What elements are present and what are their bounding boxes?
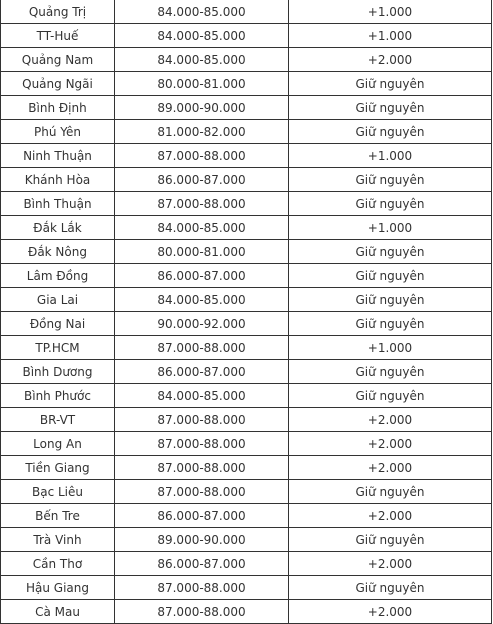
change-cell: Giữ nguyên — [289, 576, 492, 600]
price-table-body — [1, 0, 492, 624]
table-row — [1, 288, 492, 312]
change-cell: +2.000 — [289, 504, 492, 528]
change-cell: Giữ nguyên — [289, 528, 492, 552]
province-cell: TT-Huế — [1, 24, 115, 48]
price-cell: 80.000-81.000 — [115, 240, 289, 264]
price-cell: 84.000-85.000 — [115, 24, 289, 48]
province-cell: Tiền Giang — [1, 456, 115, 480]
change-cell: Giữ nguyên — [289, 72, 492, 96]
price-cell: 90.000-92.000 — [115, 312, 289, 336]
province-cell: Quảng Trị — [1, 0, 115, 24]
price-cell: 86.000-87.000 — [115, 264, 289, 288]
province-cell: Cần Thơ — [1, 552, 115, 576]
table-row — [1, 552, 492, 576]
price-cell: 87.000-88.000 — [115, 576, 289, 600]
change-cell: +2.000 — [289, 432, 492, 456]
change-cell: Giữ nguyên — [289, 168, 492, 192]
change-cell: +2.000 — [289, 600, 492, 624]
table-row — [1, 48, 492, 72]
price-cell: 86.000-87.000 — [115, 360, 289, 384]
price-cell: 81.000-82.000 — [115, 120, 289, 144]
price-cell: 89.000-90.000 — [115, 96, 289, 120]
table-row — [1, 240, 492, 264]
change-cell: +1.000 — [289, 216, 492, 240]
price-cell: 87.000-88.000 — [115, 480, 289, 504]
table-row — [1, 24, 492, 48]
table-row — [1, 384, 492, 408]
change-cell: +2.000 — [289, 48, 492, 72]
province-cell: Bình Thuận — [1, 192, 115, 216]
price-cell: 87.000-88.000 — [115, 144, 289, 168]
province-cell: BR-VT — [1, 408, 115, 432]
table-row — [1, 0, 492, 24]
change-cell: Giữ nguyên — [289, 264, 492, 288]
province-cell: Đồng Nai — [1, 312, 115, 336]
table-row — [1, 216, 492, 240]
province-cell: Ninh Thuận — [1, 144, 115, 168]
province-cell: Bình Dương — [1, 360, 115, 384]
table-row — [1, 312, 492, 336]
province-cell: Bạc Liêu — [1, 480, 115, 504]
change-cell: Giữ nguyên — [289, 288, 492, 312]
price-cell: 86.000-87.000 — [115, 504, 289, 528]
table-row — [1, 408, 492, 432]
change-cell: Giữ nguyên — [289, 96, 492, 120]
province-cell: Long An — [1, 432, 115, 456]
price-cell: 84.000-85.000 — [115, 48, 289, 72]
province-cell: Quảng Ngãi — [1, 72, 115, 96]
table-row — [1, 600, 492, 624]
table-row — [1, 480, 492, 504]
province-cell: Đắk Nông — [1, 240, 115, 264]
province-cell: Phú Yên — [1, 120, 115, 144]
province-cell: Lâm Đồng — [1, 264, 115, 288]
table-row — [1, 192, 492, 216]
province-cell: Hậu Giang — [1, 576, 115, 600]
table-row — [1, 120, 492, 144]
price-cell: 84.000-85.000 — [115, 288, 289, 312]
price-cell: 84.000-85.000 — [115, 384, 289, 408]
table-row — [1, 168, 492, 192]
province-cell: Bình Định — [1, 96, 115, 120]
province-cell: Khánh Hòa — [1, 168, 115, 192]
table-row — [1, 504, 492, 528]
table-row — [1, 456, 492, 480]
change-cell: +2.000 — [289, 552, 492, 576]
change-cell: +2.000 — [289, 408, 492, 432]
table-row — [1, 96, 492, 120]
province-cell: Cà Mau — [1, 600, 115, 624]
change-cell: +1.000 — [289, 0, 492, 24]
change-cell: +2.000 — [289, 456, 492, 480]
province-cell: Gia Lai — [1, 288, 115, 312]
price-cell: 87.000-88.000 — [115, 432, 289, 456]
table-row — [1, 576, 492, 600]
price-cell: 87.000-88.000 — [115, 600, 289, 624]
table-row — [1, 72, 492, 96]
province-cell: Trà Vinh — [1, 528, 115, 552]
change-cell: +1.000 — [289, 336, 492, 360]
province-cell: Quảng Nam — [1, 48, 115, 72]
price-cell: 87.000-88.000 — [115, 192, 289, 216]
change-cell: Giữ nguyên — [289, 312, 492, 336]
change-cell: Giữ nguyên — [289, 120, 492, 144]
change-cell: Giữ nguyên — [289, 192, 492, 216]
change-cell: Giữ nguyên — [289, 480, 492, 504]
price-cell: 89.000-90.000 — [115, 528, 289, 552]
change-cell: Giữ nguyên — [289, 384, 492, 408]
change-cell: +1.000 — [289, 24, 492, 48]
change-cell: Giữ nguyên — [289, 240, 492, 264]
price-cell: 87.000-88.000 — [115, 336, 289, 360]
price-cell: 87.000-88.000 — [115, 408, 289, 432]
table-row — [1, 336, 492, 360]
table-row — [1, 528, 492, 552]
province-cell: Đắk Lắk — [1, 216, 115, 240]
price-cell: 86.000-87.000 — [115, 552, 289, 576]
table-row — [1, 360, 492, 384]
change-cell: Giữ nguyên — [289, 360, 492, 384]
price-cell: 84.000-85.000 — [115, 0, 289, 24]
province-cell: TP.HCM — [1, 336, 115, 360]
price-cell: 87.000-88.000 — [115, 456, 289, 480]
price-cell: 86.000-87.000 — [115, 168, 289, 192]
province-cell: Bình Phước — [1, 384, 115, 408]
province-cell: Bến Tre — [1, 504, 115, 528]
price-cell: 84.000-85.000 — [115, 216, 289, 240]
table-row — [1, 432, 492, 456]
table-row — [1, 144, 492, 168]
table-row — [1, 264, 492, 288]
price-cell: 80.000-81.000 — [115, 72, 289, 96]
change-cell: +1.000 — [289, 144, 492, 168]
